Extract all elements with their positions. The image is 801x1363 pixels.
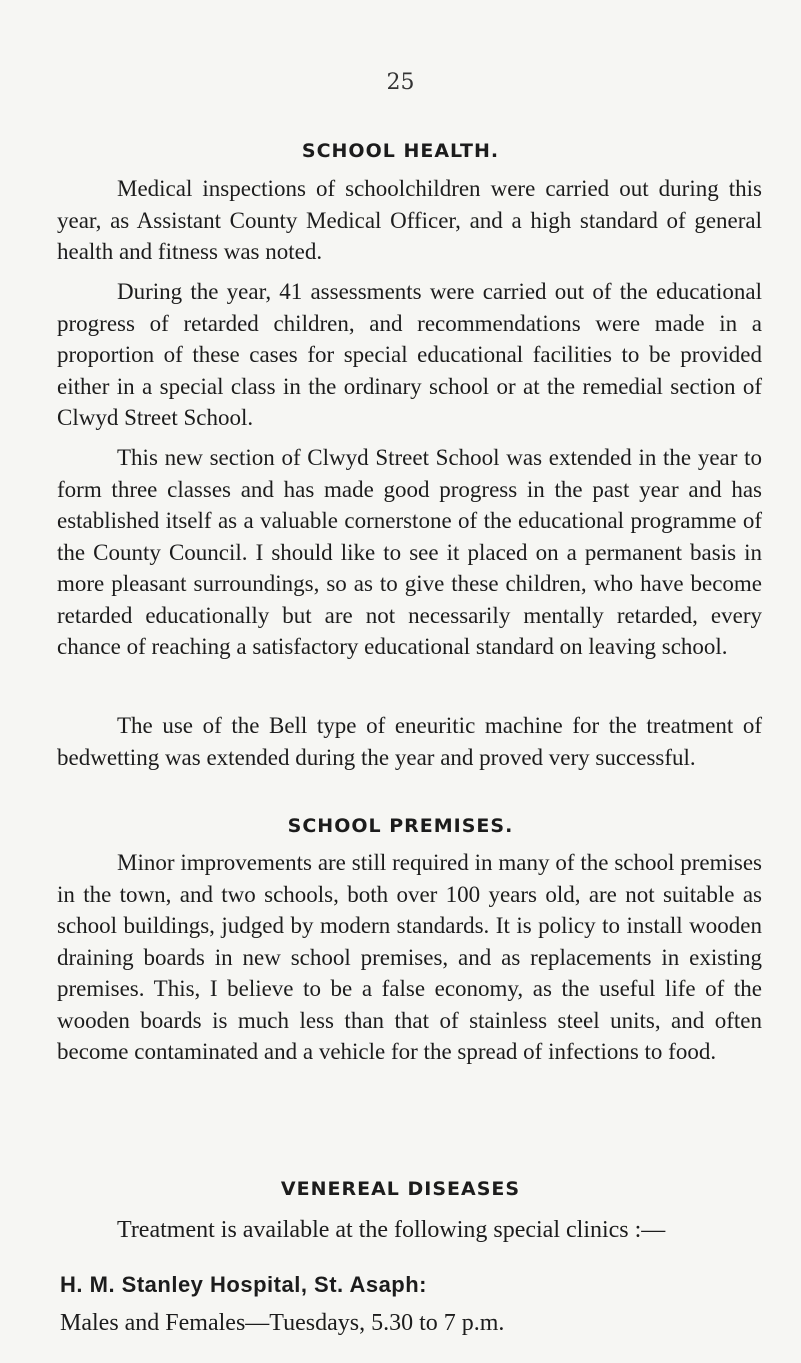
section-heading-school-premises: SCHOOL PREMISES. — [287, 815, 514, 837]
paragraph: The use of the Bell type of eneuritic machine for the treatment of bedwetting was extended during the year and proved very successful. — [57, 713, 762, 770]
paragraph: This new section of Clwyd Street School was extended in the year to form three classes and has made good progress in the past year and has established itself as a valuable cornerstone of the educational programme of the County Council. I should like to see it placed on a permanent basis in more pleasant surroundings, so as to give these children, who have become retarded educationally but are not necessarily mentally retarded, every chance of reaching a satisfactory educational standard on leaving school. — [57, 445, 762, 659]
paragraph: Medical inspections of schoolchildren were carried out during this year, as Assistant County Medical Officer, and a high standard of general health and fitness was noted. — [57, 176, 762, 264]
paragraph: During the year, 41 assessments were carried out of the educational progress of retarded children, and recommendations were made in a proportion of these cases for special educational facilities to be provided either in a special class in the ordinary school or at the remedial section of Clwyd Street School. — [57, 279, 762, 430]
section-heading-school-health: SCHOOL HEALTH. — [301, 140, 500, 162]
clinic-name: H. M. Stanley Hospital, St. Asaph: — [60, 1272, 428, 1297]
page-number: 25 — [386, 70, 415, 95]
clinic-hours: Males and Females—Tuesdays, 5.30 to 7 p.m. — [60, 1310, 505, 1336]
paragraph: Minor improvements are still required in many of the school premises in the town, and two schools, both over 100 years old, are not suitable as school buildings, judged by modern standards. It is policy to install wooden draining boards in new school premises, and as replacements in existing premises. This, I believe to be a false economy, as the useful life of the wooden boards is much less than that of stainless steel units, and often become contaminated and a vehicle for the spread of infections to food. — [57, 850, 762, 1064]
section-heading-venereal-diseases: VENEREAL DISEASES — [280, 1178, 521, 1200]
clinics-intro: Treatment is available at the following special clinics :— — [117, 1217, 666, 1243]
